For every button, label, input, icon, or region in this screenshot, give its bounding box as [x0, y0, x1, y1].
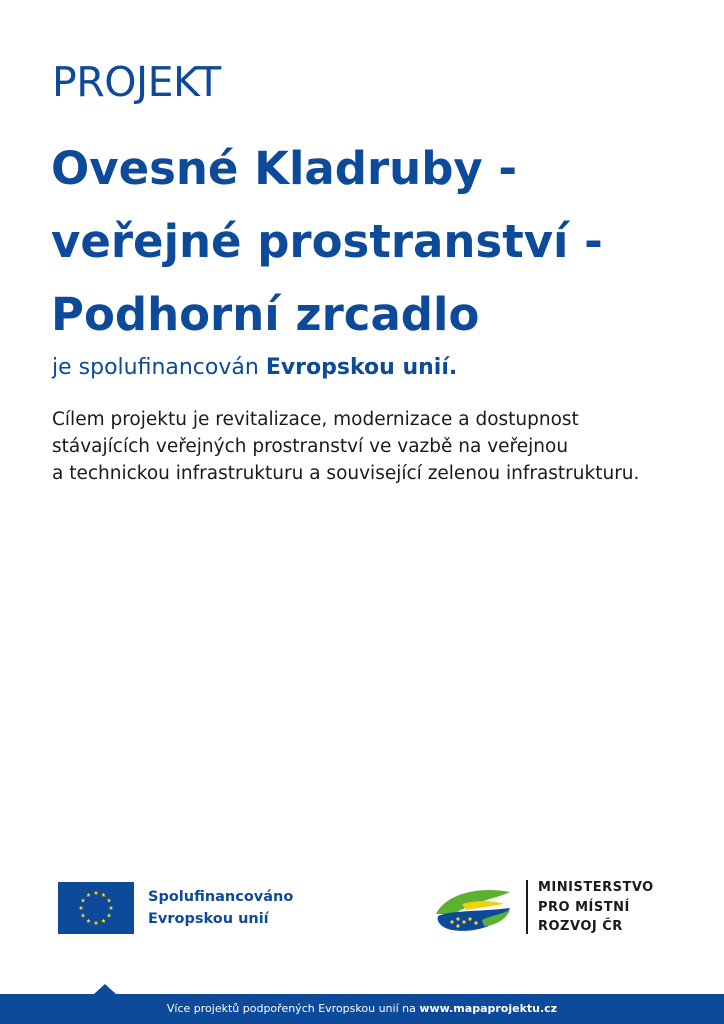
eu-logo-line: Spolufinancováno [148, 889, 294, 905]
cofinanced-prefix: je spolufinancován [52, 355, 259, 380]
eu-star-icon [109, 906, 114, 910]
eu-star-icon [94, 921, 99, 925]
eu-star-icon [86, 893, 91, 897]
description-line: stávajících veřejných prostranství ve vazbě na veřejnou [52, 436, 569, 457]
eu-star-icon [107, 913, 112, 917]
cofinanced-emph: Evropskou unií. [265, 355, 458, 380]
mmr-logo-text [538, 878, 678, 937]
footer-text: Více projektů podpořených Evropskou unií na [166, 1002, 416, 1015]
title-line: Podhorní zrcadlo [51, 288, 480, 341]
mmr-logo-line: PRO MÍSTNÍ [538, 899, 630, 915]
mmr-emblem-icon [432, 884, 514, 934]
title-line: Ovesné Kladruby - [51, 142, 518, 195]
eu-flag-icon [58, 882, 134, 934]
mmr-logo-line: ROZVOJ ČR [538, 919, 623, 934]
footer-link[interactable]: www.mapaprojektu.cz [419, 1002, 558, 1015]
eu-stars-icon [58, 882, 134, 934]
eu-star-icon [81, 898, 86, 902]
description-line: a technickou infrastrukturu a související zelenou infrastrukturu. [52, 463, 640, 484]
eu-logo-text [148, 886, 328, 930]
eu-star-icon [101, 919, 106, 923]
title-line: veřejné prostranství - [51, 215, 603, 268]
poster-kicker: PROJEKT [52, 58, 221, 106]
footer-bar [0, 994, 724, 1024]
eu-star-icon [94, 891, 99, 895]
eu-star-icon [86, 919, 91, 923]
eu-star-icon [81, 913, 86, 917]
footer-notch [94, 984, 116, 994]
project-description [52, 406, 702, 487]
mmr-logo-line: MINISTERSTVO [538, 880, 654, 895]
eu-star-icon [107, 898, 112, 902]
eu-star-icon [101, 893, 106, 897]
mmr-divider [526, 880, 528, 934]
cofinanced-statement [52, 355, 457, 380]
description-line: Cílem projektu je revitalizace, modernizace a dostupnost [52, 409, 579, 430]
eu-star-icon [79, 906, 84, 910]
eu-logo-line: Evropskou unií [148, 911, 269, 927]
project-title [51, 132, 711, 351]
